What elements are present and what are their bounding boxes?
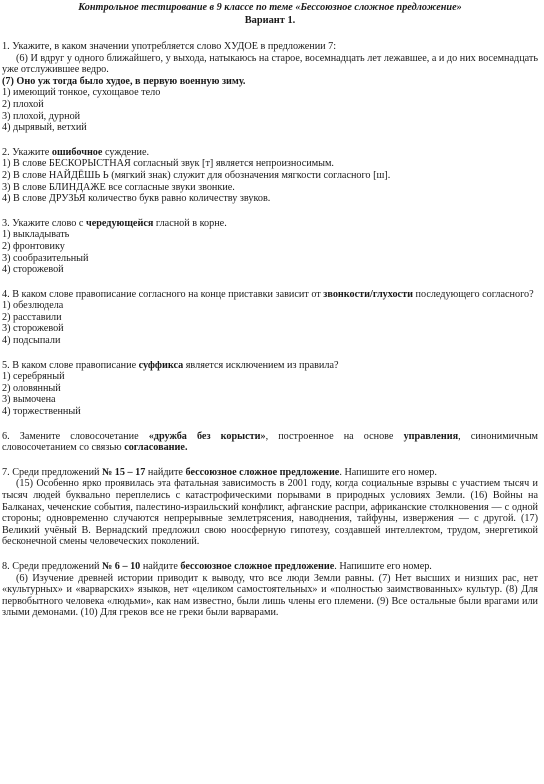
task-4-option[interactable]: 3) сторожевой [2,323,64,335]
task-2-option[interactable]: 2) В слове НАЙДЁШЬ Ь (мягкий знак) служит для обозначения мягкости согласного [ш]. [2,169,391,181]
task-3-option[interactable]: 4) сторожевой [2,264,64,276]
task-5-option[interactable]: 1) серебряный [2,371,65,383]
task-4 [2,289,538,347]
task-1-context: (6) И вдруг у одного ближайшего, у выхода, натыкаюсь на старое, восемнадцать лет лежавшее, а и до них восемнадцать уже отслужившее ведро. [2,52,538,76]
task-8-post: . Напишите его номер. [334,560,432,572]
task-2-option[interactable]: 4) В слове ДРУЗЬЯ количество букв равно количеству звуков. [2,193,271,205]
task-4-option[interactable]: 1) обезлюдела [2,300,64,312]
task-8-range: № 6 – 10 [102,560,141,572]
task-8 [2,561,538,619]
task-7-question [2,467,538,479]
task-6-bold-phrase: «дружба без корысти» [148,430,266,442]
task-1-option[interactable]: 2) плохой [2,98,44,110]
task-4-question-pre: 4. В каком слове правописание согласного на конце приставки зависит от [2,288,324,300]
task-8-pre: 8. Среди предложений [2,560,103,572]
variant-label: Вариант 1. [244,15,296,26]
task-3-option[interactable]: 2) фронтовику [2,240,65,252]
task-3-question-post: гласной в корне. [153,217,227,229]
task-4-question-bold: звонкости/глухости [323,288,413,300]
task-4-question [2,289,538,301]
task-1-option[interactable]: 3) плохой, дурной [2,110,81,122]
task-7-text: (15) Особенно ярко проявилась эта фатальная зависимость в 2001 году, когда социальные взрывы с участием тысяч и тысяч людей буквально переплелись с катастрофическими порывами в природных условиях Земли. (16) Войны на Балканах, чеченские события, палестино-израильский конфликт, афганские распри, африканские столкновения — с одной стороны; одновременно случаются непрерывные землетрясения, наводнения, тайфуны, извержения — с другой. (17) Великий учёный В. Вернадский предложил свою ноосферную гипотезу, создавшей интеллектом, трудом, энергетикой бесконечной смены человеческих поколений. [2,478,538,548]
task-2-question-bold: ошибочное [51,146,103,158]
task-8-question [2,561,538,573]
task-2-question-pre: 2. Укажите [2,146,52,158]
task-5-question-post: является исключением из правила? [183,359,339,371]
task-5-option[interactable]: 3) вымочена [2,394,56,406]
task-8-bold: бессоюзное сложное предложение [180,560,335,572]
task-6-post: , синонимичным словосочетанием со связью [2,430,538,454]
task-1-option[interactable]: 1) имеющий тонкое, сухощавое тело [2,87,161,99]
task-2-question-post: суждение. [102,146,150,158]
task-3-option[interactable]: 1) выкладывать [2,229,70,241]
task-7-range: № 15 – 17 [102,466,146,478]
task-7-post: . Напишите его номер. [339,466,437,478]
task-6-bold-control: управления [403,430,459,442]
test-title: Контрольное тестирование в 9 классе по теме «Бессоюзное сложное предложение» [78,2,462,13]
task-5-question-pre: 5. В каком слове правописание [2,359,139,371]
task-1-option[interactable]: 4) дырявый, ветхий [2,122,87,134]
task-6 [2,431,538,454]
task-2 [2,147,538,205]
task-7-pre: 7. Среди предложений [2,466,103,478]
task-5-question [2,360,538,372]
task-5-question-bold: суффикса [138,359,184,371]
task-2-question [2,147,538,159]
task-8-mid: найдите [140,560,181,572]
task-6-question [2,431,538,454]
task-1-question: 1. Укажите, в каком значении употребляется слово ХУДОЕ в предложении 7: [2,41,337,52]
task-7-bold: бессоюзное сложное предложение [185,466,340,478]
task-4-question-post: последующего согласного? [412,288,534,300]
task-8-text: (6) Изучение древней истории приводит к выводу, что все люди Земли равны. (7) Нет высших и низших рас, нет «культурных» и «варварских» языков, нет «целиком самостоятельных» и «полностью заимствованных» культур. (8) Для первобытного человека «людьми», как нам известно, были лишь члены его племени. (9) Все остальные были врагами или злыми демонами. (10) Для греков все не греки были варварами. [2,572,538,619]
task-3-question [2,218,538,230]
task-1 [2,41,538,134]
task-3-option[interactable]: 3) сообразительный [2,252,89,264]
task-1-sentence: (7) Оно уж тогда было худое, в первую военную зиму. [2,75,246,87]
task-6-mid: , построенное на основе [265,430,404,442]
task-3-question-pre: 3. Укажите слово с [2,217,86,229]
task-5-option[interactable]: 4) торжественный [2,406,81,418]
task-7-mid: найдите [145,466,186,478]
task-3-question-bold: чередующейся [85,217,154,229]
task-4-option[interactable]: 2) расставили [2,311,62,323]
task-2-option[interactable]: 3) В слове БЛИНДАЖЕ все согласные звуки звонкие. [2,181,235,193]
task-5 [2,360,538,418]
task-2-option[interactable]: 1) В слове БЕСКОРЫСТНАЯ согласный звук [т] является непроизносимым. [2,158,334,170]
task-5-option[interactable]: 2) оловянный [2,382,61,394]
task-4-option[interactable]: 4) подсыпали [2,335,61,347]
task-7 [2,467,538,548]
task-6-pre: 6. Замените словосочетание [2,430,149,442]
task-3 [2,218,538,276]
task-6-bold-agreement: согласование. [124,442,188,454]
